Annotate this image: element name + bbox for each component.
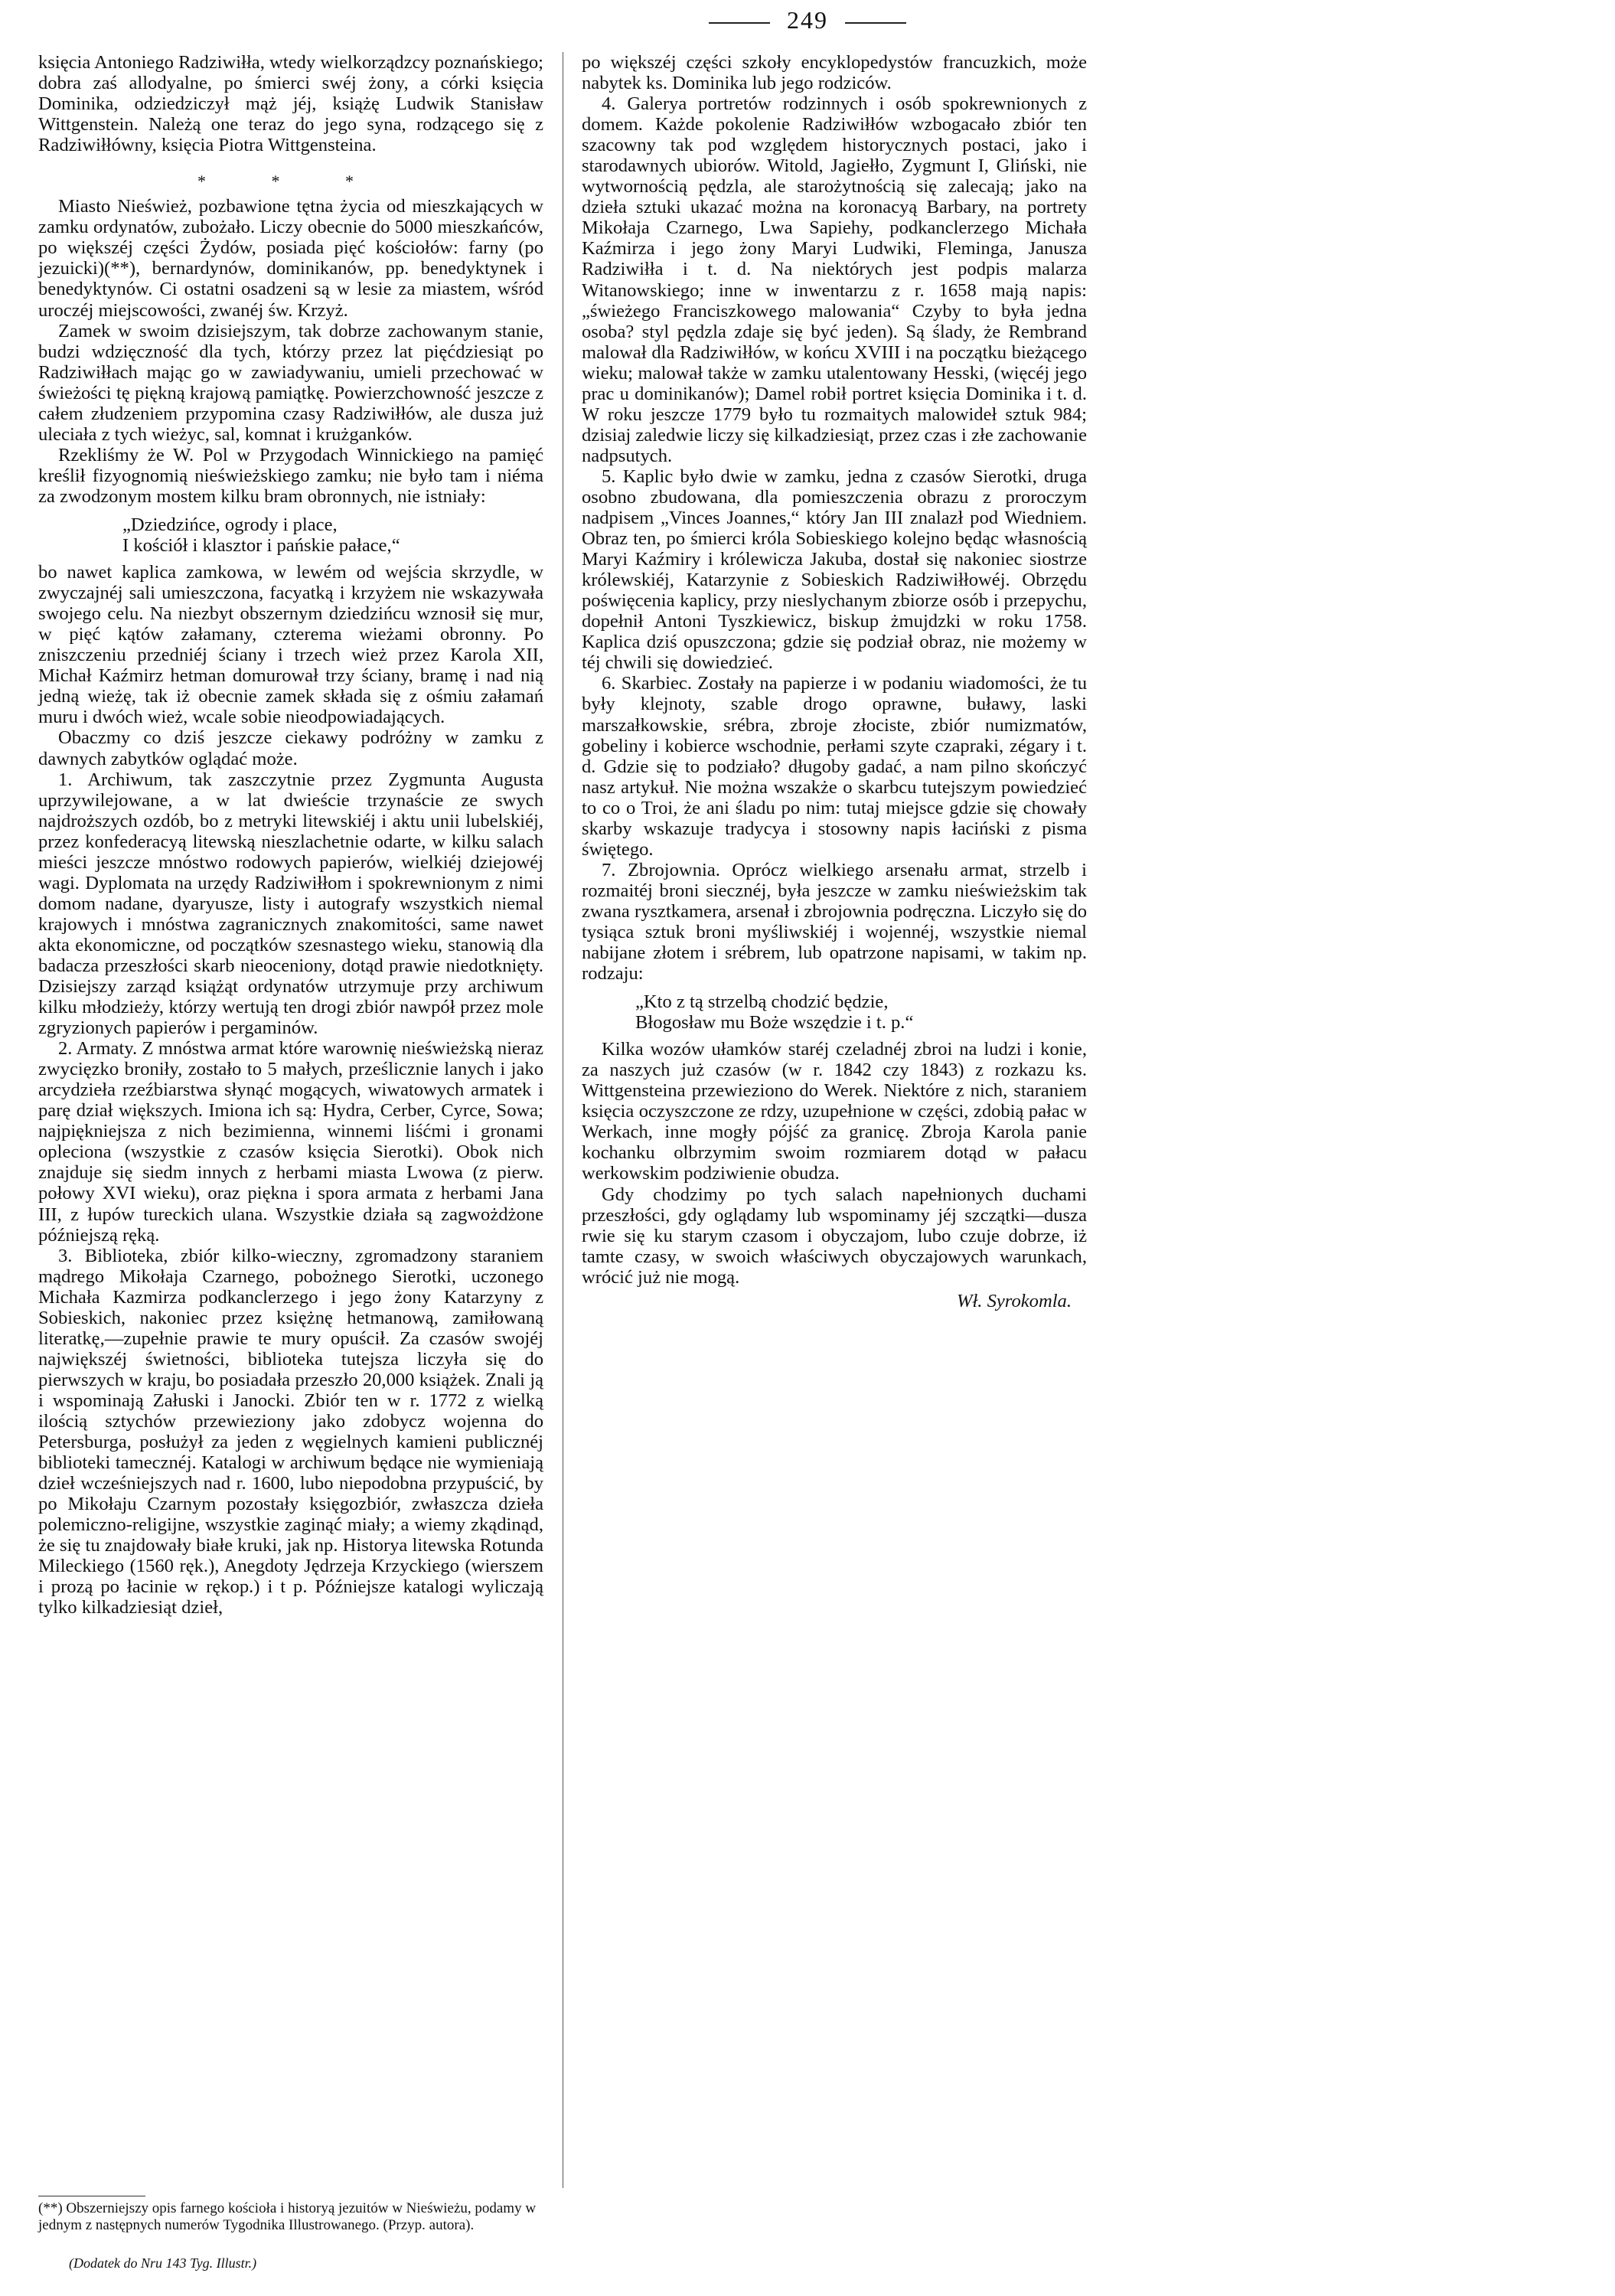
paragraph: po większéj części szkoły encyklopedystów francuzkich, może nabytek ks. Dominika lub jego rodziców. bbox=[582, 52, 1087, 94]
source-note: (Dodatek do Nru 143 Tyg. Illustr.) bbox=[69, 2255, 257, 2271]
page-number-header bbox=[0, 6, 1615, 34]
verse-quote bbox=[38, 514, 543, 556]
header-rule-right bbox=[845, 22, 906, 24]
paragraph: 2. Armaty. Z mnóstwa armat które warownię nieświeżską nieraz zwycięzko broniły, zostało to 5 małych, prześlicznie lanych i jako arcydzieła rzeźbiarstwa słynąć mogących, wiwatowych armatek i parę dział większych. Imiona ich są: Hydra, Cerber, Cyrce, Sowa; najpiękniejsza z nich bezimienna, winnemi liśćmi i gronami opleciona (wszystkie z czasów księcia Sierotki). Obok nich znajduje się siedm innych z herbami miasta Lwowa (z pierw. połowy XVI wieku), oraz piękna i spora armata z herbami Jana III, z łupów tureckich ulana. Wszystkie działa są zagwożdżone późniejszą ręką. bbox=[38, 1038, 543, 1246]
paragraph: 5. Kaplic było dwie w zamku, jedna z czasów Sierotki, druga osobno zbudowana, dla pomieszczenia obrazu z proroczym nadpisem „Vinces Joannes,“ który Jan III znalazł pod Wiedniem. Obraz ten, po śmierci króla Sobieskiego kolejno będąc własnością Maryi Kaźmiry i królewicza Jakuba, dostał się nakoniec siostrze królewskiéj, Katarzynie z Sobieskich Radziwiłłowéj. Obrzędu poświęcenia kaplicy, przy nieslychanym zbiorze osób i przepychu, dopełnił Antoni Tyszkiewicz, biskup żmujdzki w roku 1758. Kaplica dziś opuszczona; gdzie się podział obraz, nie możemy w téj chwili się dowiedzieć. bbox=[582, 465, 1087, 674]
verse-line: Błogosław mu Boże wszędzie i t. p.“ bbox=[635, 1012, 914, 1034]
author-signature: Wł. Syrokomla. bbox=[956, 1290, 1072, 1311]
paragraph: Obaczmy co dziś jeszcze ciekawy podróżny w zamku z dawnych zabytków oglądać może. bbox=[38, 727, 543, 769]
paragraph: księcia Antoniego Radziwiłła, wtedy wielkorządzcy poznańskiego; dobra zaś allodyalne, po śmierci swéj żony, a córki księcia Dominika, odziedziczył mąż jéj, książę Ludwik Stanisław Wittgenstein. Należą one teraz do jego syna, rodzącego się z Radziwiłłówny, księcia Piotra Wittgensteina. bbox=[38, 52, 543, 156]
header-rule-left bbox=[709, 22, 770, 24]
paragraph: Zamek w swoim dzisiejszym, tak dobrze zachowanym stanie, budzi wdzięczność dla tych, którzy przez lat pięćdziesiąt po Radziwiłłach mając go w zawiadywaniu, umieli przechować w świeżości tę piękną krajową pamiątkę. Powierzchowność jeszcze z całem złudzeniem przypomina czasy Radziwiłłów, ale dusza już uleciała z tych wieżyc, sal, komnat i krużganków. bbox=[38, 320, 543, 445]
paragraph: 1. Archiwum, tak zaszczytnie przez Zygmunta Augusta uprzywilejowane, a w lat dwieście trzynaście ze swych najdroższych ozdób, bo z metryki litewskiéj i aktu unii lubelskiéj, przez konfederacyą litewską nieszlachetnie odarte, w kilku salach mieści jeszcze mnóstwo rodowych papierów, wielkiéj dziejowéj wagi. Dyplomata na urzędy Radziwiłłom i spokrewnionym z nimi domom nadane, dyaryusze, listy i autografy wszystkich niemal krajowych i mnóstwa zagranicznych znakomitości, same nawet akta ekonomiczne, od początków szesnastego wieku, stanowią dla badacza przeszłości skarb nieoceniony, dotąd prawie niedotknięty. Dzisiejszy zarząd książąt ordynatów utrzymuje przy archiwum kilku młodzieży, którzy wertują ten drogi zbiór nawpół przez mole zgryzionych papierów i pergaminów. bbox=[38, 769, 543, 1039]
paragraph: Rzekliśmy że W. Pol w Przygodach Winnickiego na pamięć kreślił fizyognomią nieświeżskiego zamku; nie było tam i niéma za zwodzonym mostem kilku bram obronnych, nie istniały: bbox=[38, 444, 543, 507]
verse-line: „Dziedzińce, ogrody i place, bbox=[122, 514, 338, 535]
paragraph: Gdy chodzimy po tych salach napełnionych duchami przeszłości, gdy oglądamy lub wspominamy jéj szczątki—dusza rwie się ku starym czasom i obyczajom, lubo czuje dobrze, iż tamte czasy, w swoich właściwych obyczajowych warunkach, wrócić już nie mogą. bbox=[582, 1184, 1087, 1288]
footnote: (**) Obszerniejszy opis farnego kościoła i historyą jezuitów w Nieświeżu, podamy w jednym z następnych numerów Tygodnika Illustrowanego. (Przyp. autora). bbox=[38, 2200, 537, 2233]
right-column bbox=[582, 52, 1087, 1311]
page-number: 249 bbox=[787, 6, 828, 34]
verse-line: I kościół i klasztor i pańskie pałace,“ bbox=[122, 535, 400, 557]
section-separator: * * * bbox=[197, 171, 384, 191]
paragraph: 3. Biblioteka, zbiór kilko-wieczny, zgromadzony staraniem mądrego Mikołaja Czarnego, pobożnego Sierotki, uczonego Michała Kazmirza podkanclerzego i jego żony Katarzyny z Sobieskich, nakoniec przez księżnę hetmanową, zamiłowaną literatkę,—zupełnie prawie te mury opuścił. Za czasów swojéj największéj świetności, biblioteka tutejsza liczyła się do pierwszych w kraju, bo posiadała przeszło 20,000 książek. Znali ją i wspominają Załuski i Janocki. Zbiór ten w r. 1772 z wielką ilością sztychów przewieziony jako zdobycz wojenna do Petersburga, posłużył za jeden z węgielnych kamieni publicznéj biblioteki tamecznéj. Katalogi w archiwum będące nie wymieniają dzieł wcześniejszych nad r. 1600, lubo niepodobna przypuścić, by po Mikołaju Czarnym pozostały księgozbiór, zwłaszcza dzieła polemiczno-religijne, wszystkie zaginąć miały; a wiemy zkądinąd, że się tu znajdowały białe kruki, jak np. Historya litewska Rotunda Mileckiego (1560 ręk.), Anegdoty Jędrzeja Krzyckiego (wierszem i prozą po łacinie w rękop.) i t p. Późniejsze katalogi wyliczają tylko kilkadziesiąt dzieł, bbox=[38, 1245, 543, 1618]
verse-line: „Kto z tą strzelbą chodzić będzie, bbox=[635, 991, 889, 1013]
left-column bbox=[38, 52, 543, 1618]
verse-quote bbox=[582, 991, 1087, 1033]
paragraph: bo nawet kaplica zamkowa, w lewém od wejścia skrzydle, w zwyczajnéj sali umieszczona, facyatką i krzyżem nie wskazywała swojego celu. Na niezbyt obszernym dziedzińcu wznosił się mur, w pięć kątów załamany, czterema wieżami obronny. Po zniszczeniu przedniéj ściany i trzech wież przez Karola XII, Michał Kaźmirz hetman domurował trzy ściany, bramę i nad nią jedną wieżę, tak iż obecnie zamek składa się z ośmiu załamań muru i dwóch wież, wcale sobie nieodpowiadających. bbox=[38, 562, 543, 728]
paragraph: 4. Galerya portretów rodzinnych i osób spokrewnionych z domem. Każde pokolenie Radziwiłłów wzbogacało zbiór ten szacowny tak pod względem historycznych postaci, jako i starodawnych ubiorów. Witold, Jagiełło, Zygmunt I, Gliński, nie wytwornością pędzla, ale starożytnością się zalecają; jako na dzieła sztuki ukazać można na koronacyą Barbary, na portrety Mikołaja Czarnego, Lwa Sapiehy, podkanclerzego Michała Kaźmirza i jego żony Maryi Ludwiki, Fleminga, Janusza Radziwiłła i t. d. Na niektórych jest podpis malarza Witanowskiego; inne w inwentarzu z r. 1658 mają napis: „świeżego Franciszkowego malowania“ Czyby to była jedna osoba? styl pędzla zdaje się być jeden). Są ślady, że Rembrand malował dla Radziwiłłów, w końcu XVIII i na początku bieżącego wieku; malował także w zamku utalentowany Hesski, (więcéj jego prac u dominikanów); Damel robił portret księcia Dominika i t. d. W roku jeszcze 1779 było tu rozmaitych malowideł sztuk 984; dzisiaj zaledwie liczy się kilkadziesiąt, przez czas i złe zachowanie nadpsutych. bbox=[582, 93, 1087, 466]
paragraph: Miasto Nieśwież, pozbawione tętna życia od mieszkających w zamku ordynatów, zubożało. Liczy obecnie do 5000 mieszkańców, po większéj części Żydów, posiada pięć kościołów: farny (po jezuicki)(**), bernardynów, dominikanów, pp. benedyktynek i benedyktynów. Ci ostatni osadzeni są w lesie za miastem, wśród uroczéj miejscowości, zwanéj św. Krzyż. bbox=[38, 196, 543, 321]
paragraph: 7. Zbrojownia. Oprócz wielkiego arsenału armat, strzelb i rozmaitéj broni siecznéj, była jeszcze w zamku nieświeżskim tak zwana rysztkamera, arsenał i zbrojownia podręczna. Liczyło się do tysiąca sztuk broni myśliwskiéj i wojennéj, wszystkie niemal nabijane złotem i srébrem, lub opatrzone napisami, w takim np. rodzaju: bbox=[582, 859, 1087, 985]
paragraph: 6. Skarbiec. Zostały na papierze i w podaniu wiadomości, że tu były klejnoty, szable drogo oprawne, buławy, laski marszałkowskie, srébra, zbroje złociste, zbiór numizmatów, gobeliny i kobierce wschodnie, perłami szyte czapraki, zégary i t. d. Gdzie się to podziało? długoby gadać, a nam pilno skończyć nasz artykuł. Nie można wszakże o skarbcu tutejszym powiedzieć to co o Troi, że ani śladu po nim: tutaj miejsce gdzie się chowały skarby wskazuje tradycya i stosowny napis łaciński z pisma świętego. bbox=[582, 673, 1087, 860]
paragraph: Kilka wozów ułamków staréj czeladnéj zbroi na ludzi i konie, za naszych już czasów (w r. 1842 czy 1843) z rozkazu ks. Wittgensteina przewieziono do Werek. Niektóre z nich, staraniem księcia oczyszczone ze rdzy, uzupełnione w części, zdobią pałac w Werkach, inne mogły pójść za granicę. Zbroja Karola panie kochanku olbrzymim swoim rozmiarem dotąd w pałacu werkowskim podziwienie obudza. bbox=[582, 1039, 1087, 1184]
